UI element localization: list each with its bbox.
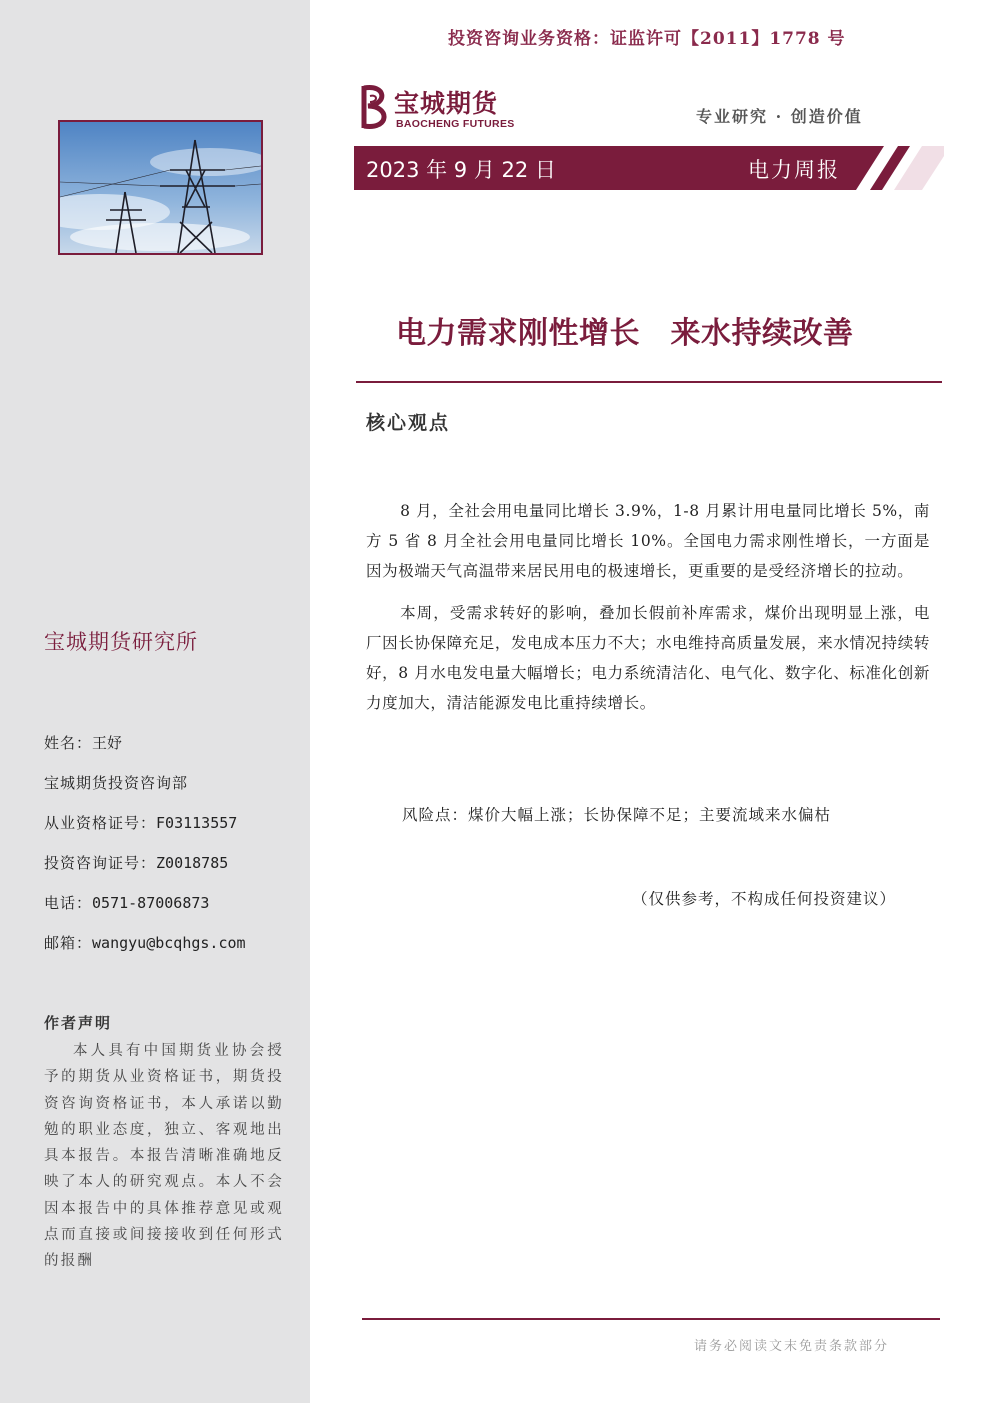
contact-qualification-number: 从业资格证号：F03113557 (44, 814, 238, 832)
contact-department: 宝城期货投资咨询部 (44, 774, 189, 792)
author-declaration-title: 作者声明 (44, 1014, 113, 1032)
contact-email[interactable]: 邮箱：wangyu@bcqhgs.com (44, 934, 246, 952)
report-title: 电力需求刚性增长 来水持续改善 (396, 316, 854, 351)
contact-name: 姓名：王妤 (44, 734, 123, 752)
sidebar (0, 0, 310, 1403)
report-type: 电力周报 (748, 158, 840, 182)
institute-name: 宝城期货研究所 (44, 630, 198, 654)
risk-points: 风险点：煤价大幅上涨；长协保障不足；主要流域来水偏枯 (402, 806, 832, 824)
baocheng-logo-icon (356, 82, 392, 132)
license-statement: 投资咨询业务资格：证监许可【2011】1778 号 (448, 29, 846, 49)
core-view-body (366, 496, 930, 730)
title-divider (356, 381, 942, 383)
report-date: 2023 年 9 月 22 日 (366, 158, 556, 182)
company-logo (356, 82, 526, 132)
reference-only-note: （仅供参考，不构成任何投资建议） (632, 890, 897, 908)
paragraph: 8 月，全社会用电量同比增长 3.9%，1-8 月累计用电量同比增长 5%，南方 5 省 8 月全社会用电量同比增长 10%。全国电力需求刚性增长，一方面是因为极端天气高温带来居民用电的极速增长，更重要的是受经济增长的拉动。 (366, 502, 930, 580)
paragraph: 本周，受需求转好的影响，叠加长假前补库需求，煤价出现明显上涨，电厂因长协保障充足，发电成本压力不大；水电维持高质量发展，来水情况持续转好，8 月水电发电量大幅增长；电力系统清洁化、电气化、数字化、标准化创新力度加大，清洁能源发电比重持续增长。 (366, 604, 930, 712)
footer-disclaimer-note: 请务必阅读文末免责条款部分 (694, 1339, 890, 1354)
contact-consulting-number: 投资咨询证号：Z0018785 (44, 854, 229, 872)
footer-divider (362, 1318, 940, 1320)
logo-chinese-name: 宝城期货 (394, 89, 499, 118)
date-banner (354, 146, 944, 190)
author-declaration-body: 本人具有中国期货业协会授予的期货从业资格证书，期货投资咨询资格证书，本人承诺以勤勉的职业态度，独立、客观地出具本报告。本报告清晰准确地反映了本人的研究观点。本人不会因本报告中的具体推荐意见或观点而直接或间接接收到任何形式的报酬 (44, 1043, 284, 1270)
contact-phone: 电话：0571-87006873 (44, 894, 210, 912)
logo-english-name: BAOCHENG FUTURES (396, 118, 515, 130)
core-view-heading: 核心观点 (366, 412, 451, 434)
power-tower-photo (58, 120, 263, 255)
author-contacts (44, 732, 246, 972)
slogan: 专业研究 · 创造价值 (696, 107, 863, 126)
